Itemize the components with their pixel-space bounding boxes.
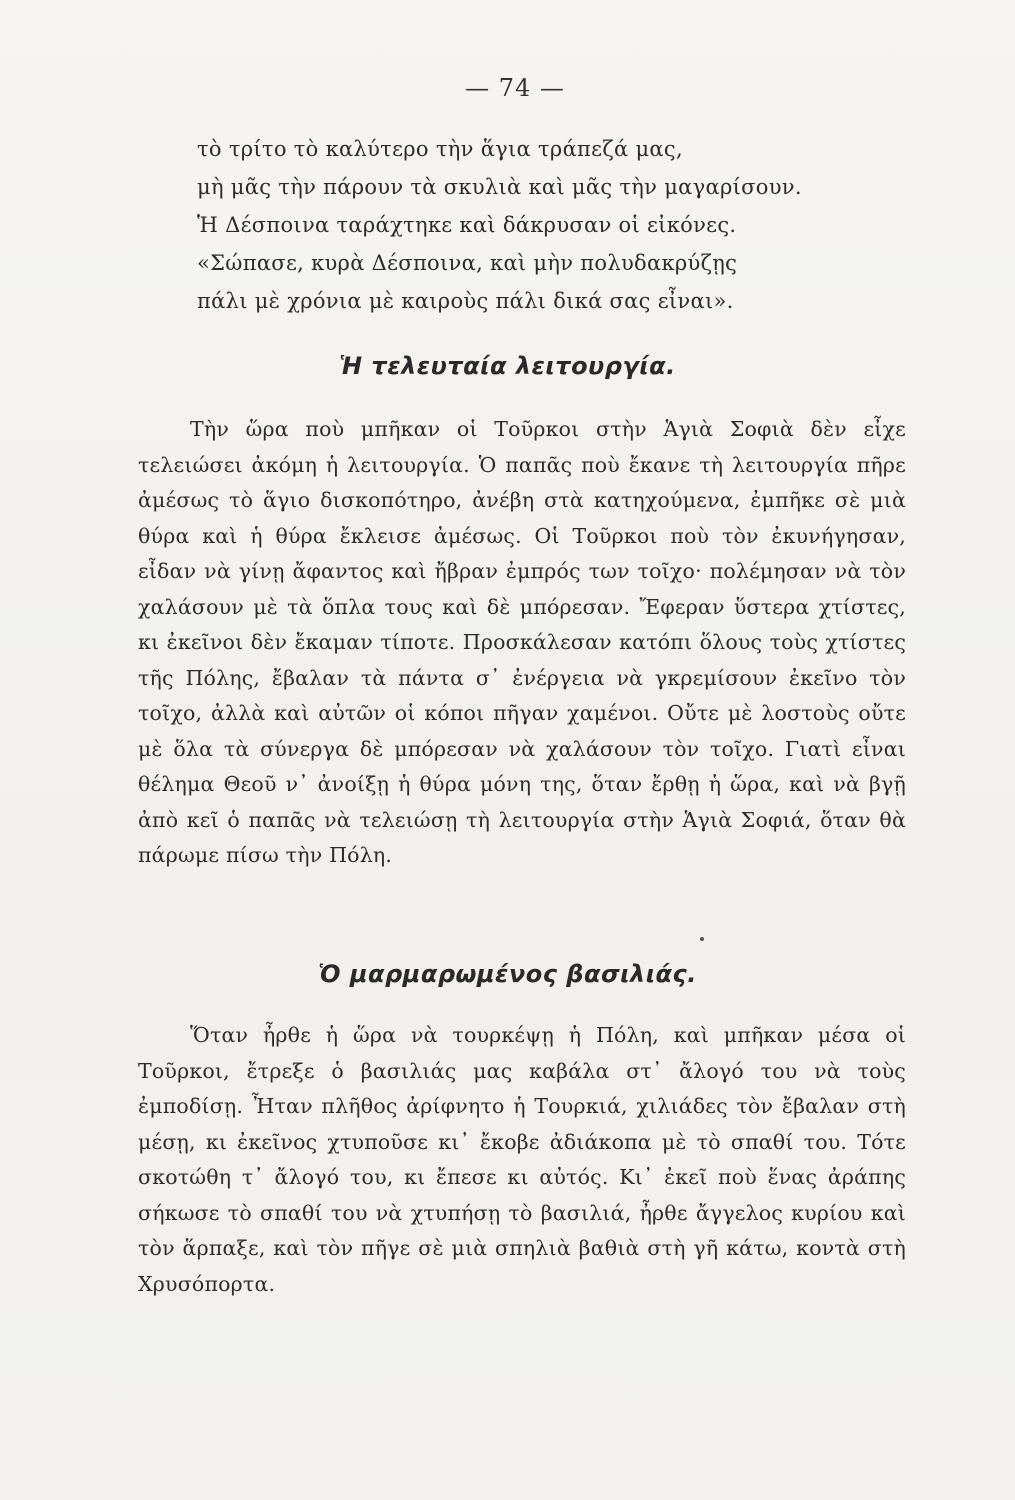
poem-stanza	[197, 130, 917, 320]
poem-line: Ἡ Δέσποινα ταράχτηκε καὶ δάκρυσαν οἱ εἰκόνες.	[197, 213, 737, 237]
poem-line: «Σώπασε, κυρὰ Δέσποινα, καὶ μὴν πολυδακρύζῃς	[197, 251, 738, 275]
ink-speck	[700, 937, 704, 941]
poem-line: τὸ τρίτο τὸ καλύτερο τὴν ἅγια τράπεζά μας,	[197, 137, 683, 161]
paragraph-marble-king: Ὅταν ἦρθε ἡ ὥρα νὰ τουρκέψῃ ἡ Πόλη, καὶ μπῆκαν μέσα οἱ Τοῦρκοι, ἔτρεξε ὁ βασιλιάς μας καβάλα στ᾽ ἄλογό του νὰ τοὺς ἐμποδίσῃ. Ἦταν πλῆθος ἀρίφνητο ἡ Τουρκιά, χιλιάδες τὸν ἔβαλαν στὴ μέσῃ, κι ἐκεῖνος χτυποῦσε κι᾽ ἔκοβε ἀδιάκοπα μὲ τὸ σπαθί του. Τότε σκοτώθη τ᾽ ἄλογό του, κι ἔπεσε κι αὐτός. Κι᾽ ἐκεῖ ποὺ ἕνας ἀράπης σήκωσε τὸ σπαθί του νὰ χτυπήσῃ τὸ βασιλιά, ἦρθε ἄγγελος κυρίου καὶ τὸν ἅρπαξε, καὶ τὸν πῆγε σὲ μιὰ σπηλιὰ βαθιὰ στὴ γῆ κάτω, κοντὰ στὴ Χρυσόπορτα.	[138, 1023, 906, 1296]
section-title-last-liturgy: Ἡ τελευταία λειτουργία.	[339, 352, 676, 380]
section-title-marble-king: Ὁ μαρμαρωμένος βασιλιάς.	[318, 960, 697, 988]
page-number: — 74 —	[465, 74, 565, 102]
poem-line: μὴ μᾶς τὴν πάρουν τὰ σκυλιὰ καὶ μᾶς τὴν μαγαρίσουν.	[197, 175, 802, 199]
paragraph-last-liturgy: Τὴν ὥρα ποὺ μπῆκαν οἱ Τοῦρκοι στὴν Ἁγιὰ Σοφιὰ δὲν εἶχε τελειώσει ἀκόμη ἡ λειτουργία. Ὁ παπᾶς ποὺ ἔκανε τὴ λειτουργία πῆρε ἀμέσως τὸ ἅγιο δισκοπότηρο, ἀνέβη στὰ κατηχούμενα, ἐμπῆκε σὲ μιὰ θύρα καὶ ἡ θύρα ἔκλεισε ἀμέσως. Οἱ Τοῦρκοι ποὺ τὸν ἐκυνήγησαν, εἶδαν νὰ γίνῃ ἄφαντος καὶ ἤβραν ἐμπρός των τοῖχο· πολέμησαν νὰ τὸν χαλάσουν μὲ τὰ ὅπλα τους καὶ δὲ μπόρεσαν. Ἔφεραν ὕστερα χτίστες, κι ἐκεῖνοι δὲν ἔκαμαν τίποτε. Προσκάλεσαν κατόπι ὅλους τοὺς χτίστες τῆς Πόλης, ἔβαλαν τὰ πάντα σ᾽ ἐνέργεια νὰ γκρεμίσουν ἐκεῖνο τὸν τοῖχο, ἀλλὰ καὶ αὐτῶν οἱ κόποι πῆγαν χαμένοι. Οὔτε μὲ λοστοὺς οὔτε μὲ ὅλα τὰ σύνεργα δὲ μπόρεσαν νὰ χαλάσουν τὸν τοῖχο. Γιατὶ εἶναι θέλημα Θεοῦ ν᾽ ἀνοίξῃ ἡ θύρα μόνη της, ὅταν ἔρθῃ ἡ ὥρα, καὶ νὰ βγῇ ἀπὸ κεῖ ὁ παπᾶς νὰ τελειώσῃ τὴ λειτουργία στὴν Ἁγιὰ Σοφιά, ὅταν θὰ πάρωμε πίσω τὴν Πόλη.	[138, 417, 906, 867]
poem-line: πάλι μὲ χρόνια μὲ καιροὺς πάλι δικά σας εἶναι».	[197, 289, 734, 313]
